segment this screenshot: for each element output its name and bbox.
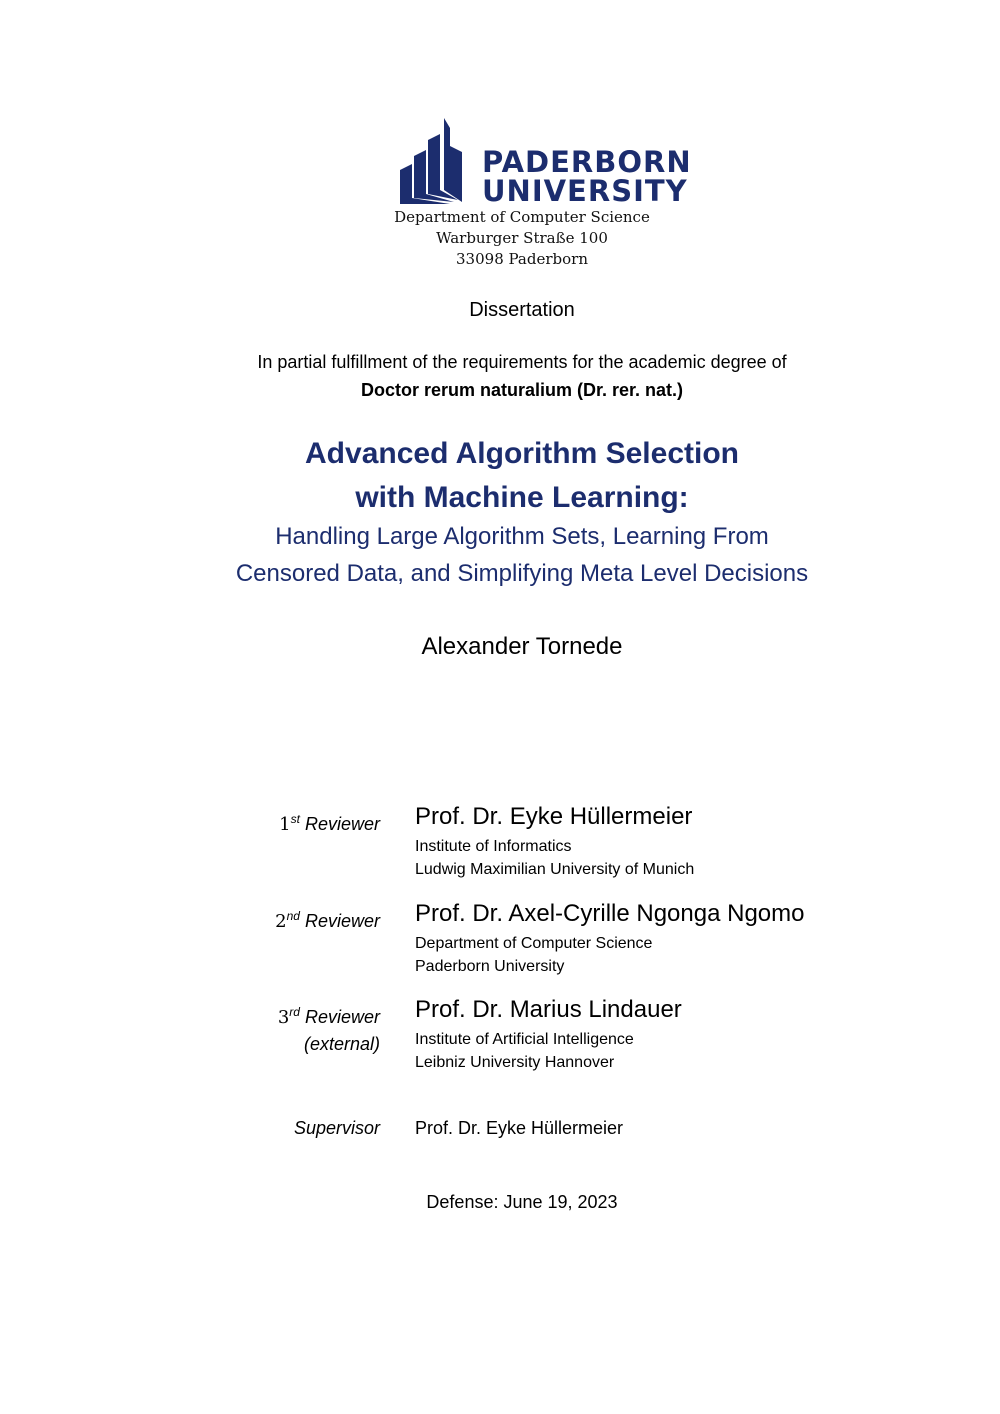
reviewer-1-label xyxy=(160,806,380,838)
supervisor-label: Supervisor xyxy=(293,1118,380,1138)
author-name: Alexander Tornede xyxy=(421,633,623,660)
reviewer-3-affiliation-2: Leibniz University Hannover xyxy=(415,1054,615,1071)
title-line-1: Advanced Algorithm Selection xyxy=(305,437,739,470)
degree-statement xyxy=(0,348,1000,404)
degree-name: Doctor rerum naturalium (Dr. rer. nat.) xyxy=(360,380,684,400)
reviewer-3-suffix: rd xyxy=(289,1005,300,1019)
wordmark-line1: PADERBORN xyxy=(482,145,692,179)
reviewer-3-role: Reviewer xyxy=(304,1007,380,1027)
reviewer-3-ordinal: 3 xyxy=(277,1007,290,1028)
reviewer-1-name: Prof. Dr. Eyke Hüllermeier xyxy=(415,803,693,830)
street-address: Warburger Straße 100 xyxy=(436,229,608,247)
reviewer-3 xyxy=(415,995,935,1074)
reviewer-2-ordinal: 2 xyxy=(275,911,287,932)
supervisor-name: Prof. Dr. Eyke Hüllermeier xyxy=(415,1118,624,1138)
subtitle-line-2: Censored Data, and Simplifying Meta Level Decisions xyxy=(235,560,809,587)
thesis-title xyxy=(0,432,1000,520)
reviewer-3-name: Prof. Dr. Marius Lindauer xyxy=(415,996,682,1023)
reviewer-2-label xyxy=(160,903,380,935)
defense-date: Defense: June 19, 2023 xyxy=(426,1192,618,1212)
reviewer-1 xyxy=(415,802,935,881)
document-type: Dissertation xyxy=(469,299,575,321)
university-wordmark xyxy=(482,145,692,208)
subtitle-line-1: Handling Large Algorithm Sets, Learning From xyxy=(275,523,769,550)
university-emblem-icon xyxy=(400,118,470,206)
reviewer-1-ordinal: 1 xyxy=(279,814,291,835)
reviewer-3-note: (external) xyxy=(303,1034,380,1054)
department-address xyxy=(0,207,1000,270)
city-address: 33098 Paderborn xyxy=(456,250,588,268)
title-line-2: with Machine Learning: xyxy=(355,481,689,514)
reviewer-2 xyxy=(415,899,935,978)
reviewer-2-name: Prof. Dr. Axel-Cyrille Ngonga Ngomo xyxy=(415,900,805,927)
reviewer-3-label xyxy=(160,999,380,1058)
reviewer-1-affiliation-2: Ludwig Maximilian University of Munich xyxy=(415,861,695,878)
reviewer-1-suffix: st xyxy=(290,812,300,826)
reviewer-2-affiliation-1: Department of Computer Science xyxy=(415,935,653,952)
department-name: Department of Computer Science xyxy=(394,208,650,226)
reviewer-2-suffix: nd xyxy=(286,909,300,923)
reviewer-3-affiliation-1: Institute of Artificial Intelligence xyxy=(415,1031,634,1048)
reviewer-2-role: Reviewer xyxy=(304,911,380,931)
university-logo xyxy=(400,118,692,208)
reviewer-1-role: Reviewer xyxy=(304,814,380,834)
reviewer-2-affiliation-2: Paderborn University xyxy=(415,958,565,975)
wordmark-line2: UNIVERSITY xyxy=(482,174,688,208)
fulfillment-text: In partial fulfillment of the requirements for the academic degree of xyxy=(257,352,787,372)
thesis-subtitle xyxy=(0,518,1000,592)
reviewer-1-affiliation-1: Institute of Informatics xyxy=(415,838,572,855)
